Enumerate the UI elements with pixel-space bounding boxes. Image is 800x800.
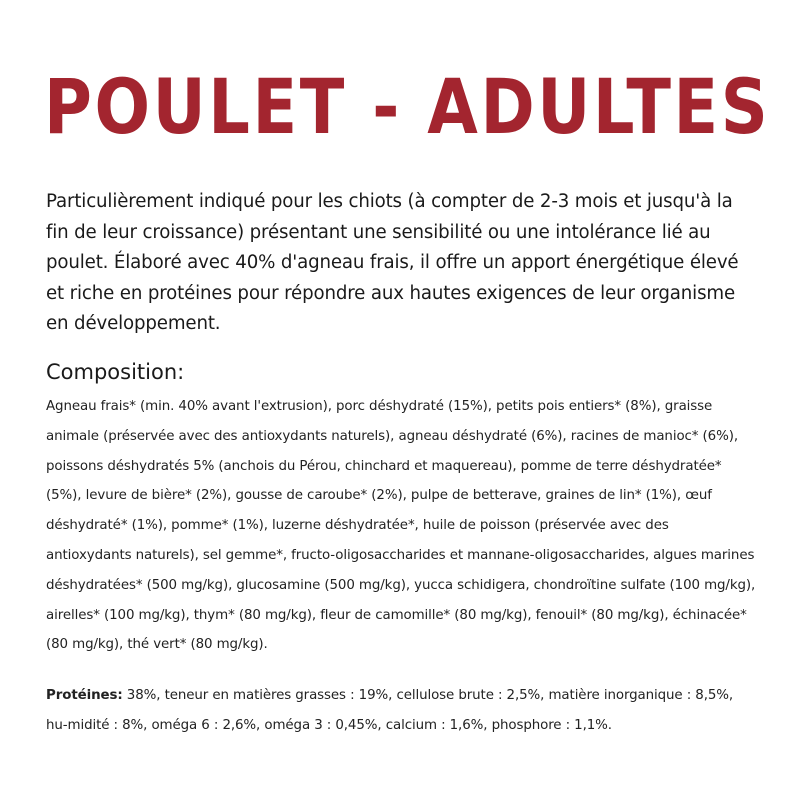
composition-text: Agneau frais* (min. 40% avant l'extrusion), porc déshydraté (15%), petits pois entiers* (8%), graisse animale (préservée avec des antioxydants naturels), agneau déshydraté (6%), racines de manioc* (6%), poissons déshydratés 5% (anchois du Pérou, chinchard et maquereau), pomme de terre déshydratée* (5%), levure de bière* (2%), gousse de caroube* (2%), pulpe de betterave, graines de lin* (1%), œuf déshydraté* (1%), pomme* (1%), luzerne déshydratée*, huile de poisson (préservée avec des antioxydants naturels), sel gemme*, fructo-oligosaccharides et mannane-oligosaccharides, algues marines déshydratées* (500 mg/kg), glucosamine (500 mg/kg), yucca schidigera, chondroïtine sulfate (100 mg/kg), airelles* (100 mg/kg), thym* (80 mg/kg), fleur de camomille* (80 mg/kg), fenouil* (80 mg/kg), échinacée* (80 mg/kg), thé vert* (80 mg/kg). [46,399,756,653]
analytical-constituents [46,681,758,741]
proteins-label: Protéines: [46,688,123,703]
product-title: POULET - ADULTES [44,62,771,151]
product-description: Particulièrement indiqué pour les chiots (à compter de 2-3 mois et jusqu'à la fin de leur croissance) présentant une sensibilité ou une intolérance lié au poulet. Élaboré avec 40% d'agneau frais, il offre un apport énergétique élevé et riche en protéines pour répondre aux hautes exigences de leur organisme en développement. [46,191,739,334]
composition-heading: Composition: [46,360,185,384]
analysis-text: 38%, teneur en matières grasses : 19%, cellulose brute : 2,5%, matière inorganique : 8,5%, hu-midité : 8%, oméga 6 : 2,6%, oméga 3 : 0,45%, calcium : 1,6%, phosphore : 1,1%. [46,688,734,733]
